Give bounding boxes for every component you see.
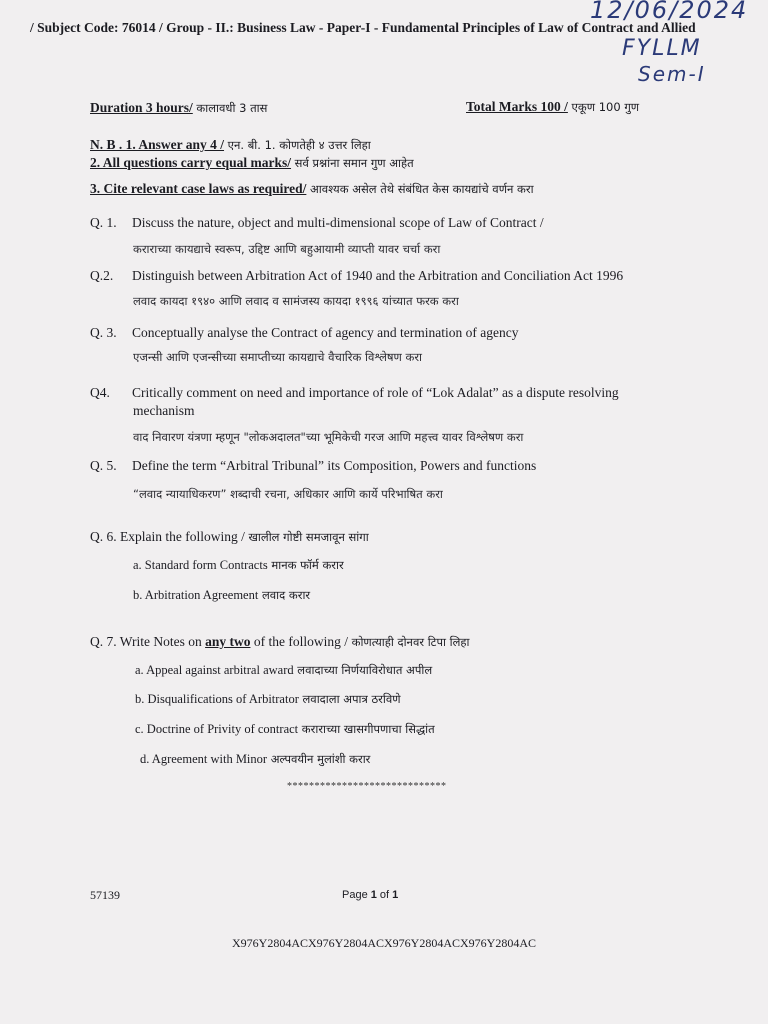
question-7-item-b [135, 692, 401, 707]
duration-mr: कालावधी 3 तास [192, 101, 268, 115]
page-label-mid: of [376, 889, 393, 901]
barcode-text: X976Y2804ACX976Y2804ACX976Y2804ACX976Y2804AC [232, 936, 537, 950]
question-4 [90, 385, 619, 401]
question-7-item-c-mr: कराराच्या खासगीपणाचा सिद्धांत [298, 722, 435, 736]
handwritten-course: FYLLM [622, 36, 702, 61]
question-7-item-d-en: d. Agreement with Minor [140, 752, 268, 766]
question-7-item-c [135, 722, 435, 737]
marks-mr: एकूण 100 गुण [567, 100, 640, 114]
question-7-item-a-en: a. Appeal against arbitral award [135, 663, 294, 677]
question-4-text: Critically comment on need and importance of role of “Lok Adalat” as a dispute resolving [132, 385, 619, 400]
question-6-item-a-mr: मानक फॉर्म करार [267, 558, 344, 572]
note-3 [90, 181, 534, 197]
duration-line [90, 100, 267, 116]
question-6-item-b-mr: लवाद करार [258, 588, 311, 602]
question-7-item-b-mr: लवादाला अपात्र ठरविणे [298, 692, 401, 706]
duration-en: Duration 3 hours/ [90, 100, 193, 115]
question-6-title-en: Q. 6. Explain the following / [90, 529, 245, 544]
question-2-number: Q.2. [90, 268, 114, 283]
question-7-title-emph: any two [205, 634, 251, 649]
marks-en: Total Marks 100 / [466, 99, 568, 114]
question-3-number: Q. 3. [90, 325, 117, 340]
note-2 [90, 155, 414, 171]
note-3-mr: आवश्यक असेल तेथे संबंधित केस कायद्यांचे वर्णन करा [306, 182, 534, 196]
question-5-number: Q. 5. [90, 458, 117, 473]
question-1-text: Discuss the nature, object and multi-dimensional scope of Law of Contract / [132, 215, 544, 230]
question-6-item-b-en: b. Arbitration Agreement [133, 588, 259, 602]
page-indicator [342, 889, 398, 901]
end-separator: ***************************** [287, 781, 447, 792]
handwritten-date: 12/06/2024 [590, 0, 749, 24]
question-7-title-mr: कोणत्याही दोनवर टिपा लिहा [347, 635, 470, 649]
page-total: 1 [392, 889, 399, 901]
question-4-number: Q4. [90, 385, 110, 400]
note-3-en: 3. Cite relevant case laws as required/ [90, 181, 307, 196]
question-7-item-d [140, 752, 370, 767]
question-2 [90, 268, 623, 284]
question-7-item-b-en: b. Disqualifications of Arbitrator [135, 692, 299, 706]
question-6-title-mr: खालील गोष्टी समजावून सांगा [244, 530, 369, 544]
question-1-number: Q. 1. [90, 215, 117, 230]
note-1-en: N. B . 1. Answer any 4 / [90, 137, 225, 152]
question-2-text: Distinguish between Arbitration Act of 1940 and the Arbitration and Conciliation Act 1996 [132, 268, 624, 283]
question-7-item-c-en: c. Doctrine of Privity of contract [135, 722, 299, 736]
question-7-item-a-mr: लवादाच्या निर्णयाविरोधात अपील [293, 663, 433, 677]
question-7-item-a [135, 663, 432, 678]
paper-code: 57139 [90, 888, 120, 902]
note-2-en: 2. All questions carry equal marks/ [90, 155, 292, 170]
subject-header: / Subject Code: 76014 / Group - II.: Business Law - Paper-I - Fundamental Principles of Law of Contract and Allied [30, 20, 696, 35]
note-1 [90, 137, 371, 153]
question-6-item-b [133, 588, 310, 603]
question-7-item-d-mr: अल्पवयीन मुलांशी करार [267, 752, 371, 766]
question-2-marathi: लवाद कायदा १९४० आणि लवाद व सामंजस्य कायदा १९९६ यांच्यात फरक करा [133, 294, 459, 308]
question-5 [90, 458, 536, 474]
question-7-title [90, 634, 470, 650]
question-1-marathi: कराराच्या कायद्याचे स्वरूप, उद्दिष्ट आणि बहुआयामी व्याप्ती यावर चर्चा करा [133, 242, 441, 256]
question-1 [90, 215, 544, 231]
question-3 [90, 325, 518, 341]
note-1-mr: एन. बी. 1. कोणतेही ४ उत्तर लिहा [224, 138, 371, 152]
question-7-title-post: of the following / [250, 634, 348, 649]
question-4-marathi: वाद निवारण यंत्रणा म्हणून "लोकअदालत"च्या भूमिकेची गरज आणि महत्त्व यावर विश्लेषण करा [133, 430, 524, 444]
question-5-text: Define the term “Arbitral Tribunal” its Composition, Powers and functions [132, 458, 537, 473]
question-6-item-a-en: a. Standard form Contracts [133, 558, 268, 572]
question-7-title-pre: Q. 7. Write Notes on [90, 634, 206, 649]
question-6-title [90, 529, 369, 545]
question-3-marathi: एजन्सी आणि एजन्सीच्या समाप्तीच्या कायद्याचे वैचारिक विश्लेषण करा [133, 350, 423, 364]
question-3-text: Conceptually analyse the Contract of agency and termination of agency [132, 325, 519, 340]
marks-line [466, 99, 639, 115]
question-5-marathi: “लवाद न्यायाधिकरण” शब्दाची रचना, अधिकार आणि कार्ये परिभाषित करा [133, 487, 443, 501]
page-number: 1 [370, 889, 377, 901]
page-label-pre: Page [342, 889, 371, 901]
handwritten-semester: Sem-I [638, 62, 706, 86]
question-4-text-continued: mechanism [133, 403, 195, 418]
question-6-item-a [133, 558, 344, 573]
note-2-mr: सर्व प्रश्नांना समान गुण आहेत [291, 156, 414, 170]
